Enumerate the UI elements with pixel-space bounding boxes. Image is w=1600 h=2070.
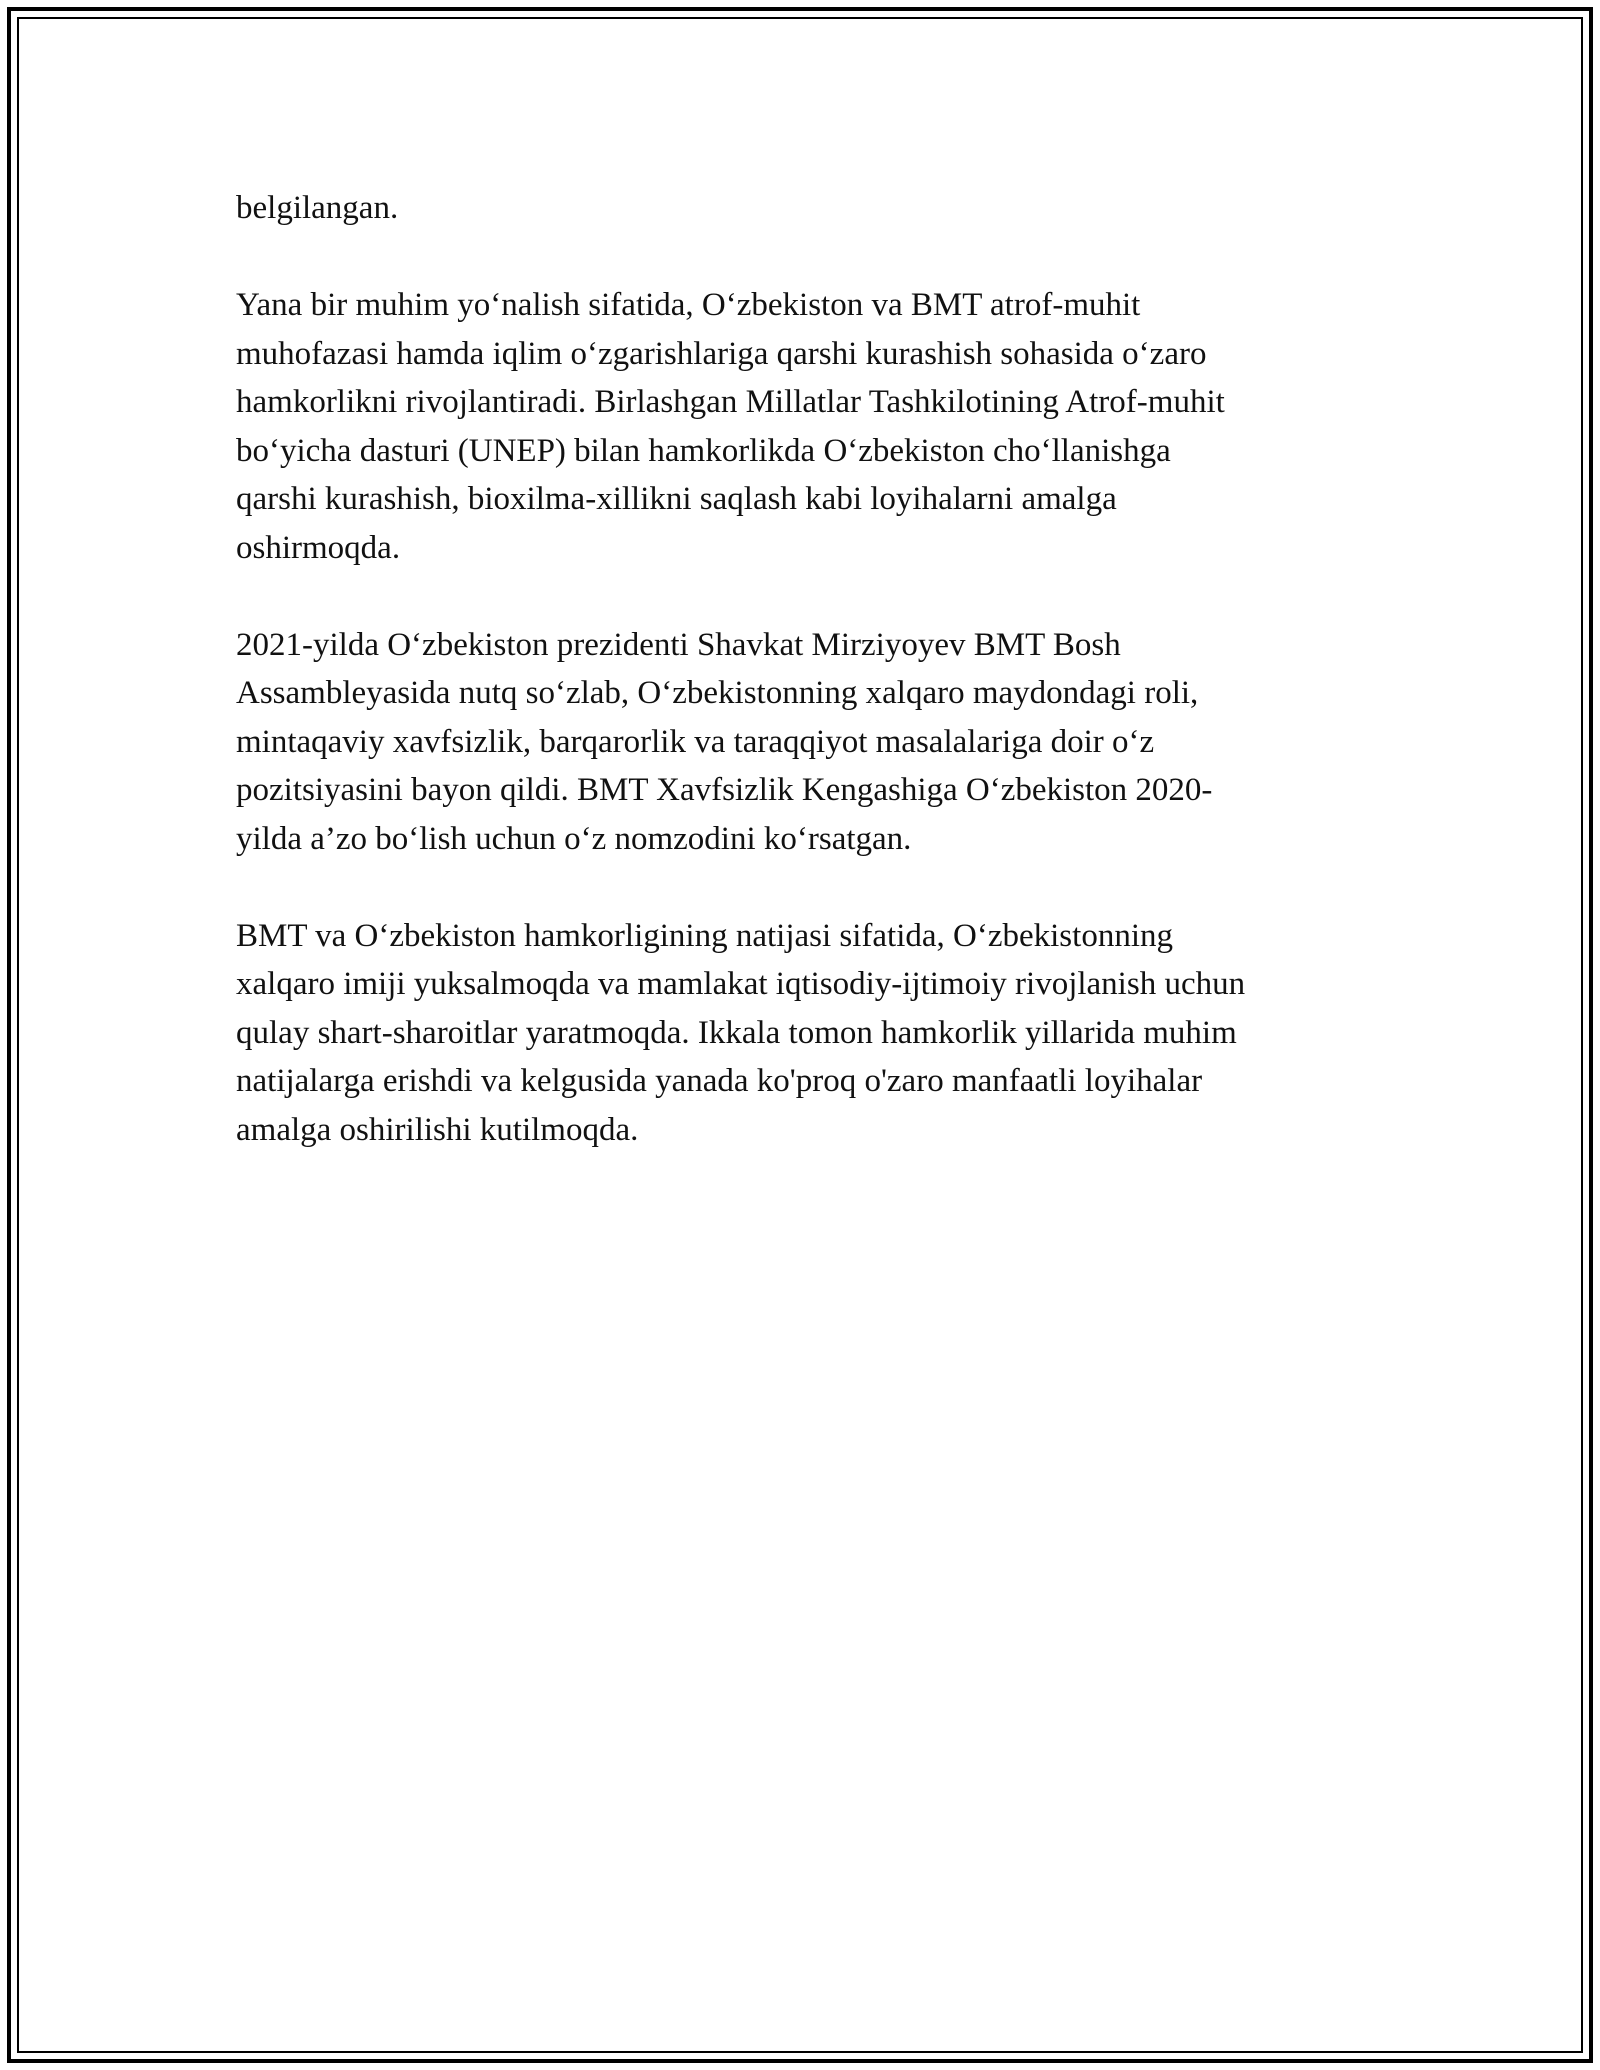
text-line: natijalarga erishdi va kelgusida yanada ko'proq o'zaro manfaatli loyihalar [236,1063,1203,1099]
text-line: oshirmoqda. [236,529,401,566]
text-line: 2021-yilda Oʻzbekiston prezidenti Shavkat Mirziyoyev BMT Bosh [236,626,1121,663]
text-line: Assambleyasida nutq soʻzlab, Oʻzbekistonning xalqaro maydondagi roli, [236,675,1199,711]
paragraph-continuation [236,184,1376,233]
text-line: mintaqaviy xavfsizlik, barqarorlik va taraqqiyot masalalariga doir oʻz [236,723,1155,760]
text-line: yilda a’zo boʻlish uchun oʻz nomzodini koʻrsatgan. [236,820,912,857]
text-line: Yana bir muhim yoʻnalish sifatida, Oʻzbekiston va BMT atrof-muhit [236,287,1141,323]
text-line: qulay shart-sharoitlar yaratmoqda. Ikkala tomon hamkorlik yillarida muhim [236,1014,1237,1051]
paragraph-conclusion [236,912,1376,1155]
text-line: belgilangan. [236,190,399,226]
document-body [236,184,1376,1203]
text-line: xalqaro imiji yuksalmoqda va mamlakat iqtisodiy-ijtimoiy rivojlanish uchun [236,966,1246,1002]
text-line: boʻyicha dasturi (UNEP) bilan hamkorlikda Oʻzbekiston choʻllanishga [236,432,1171,469]
text-line: qarshi kurashish, bioxilma-xillikni saqlash kabi loyihalarni amalga [236,481,1117,517]
text-line: amalga oshirilishi kutilmoqda. [236,1111,639,1148]
text-line: pozitsiyasini bayon qildi. BMT Xavfsizlik Kengashiga Oʻzbekiston 2020- [236,772,1213,808]
text-line: BMT va Oʻzbekiston hamkorligining natijasi sifatida, Oʻzbekistonning [236,917,1173,954]
paragraph-environment [236,281,1376,572]
paragraph-general-assembly [236,621,1376,864]
text-line: hamkorlikni rivojlantiradi. Birlashgan Millatlar Tashkilotining Atrof-muhit [236,384,1225,420]
text-line: muhofazasi hamda iqlim oʻzgarishlariga qarshi kurashish sohasida oʻzaro [236,335,1207,372]
